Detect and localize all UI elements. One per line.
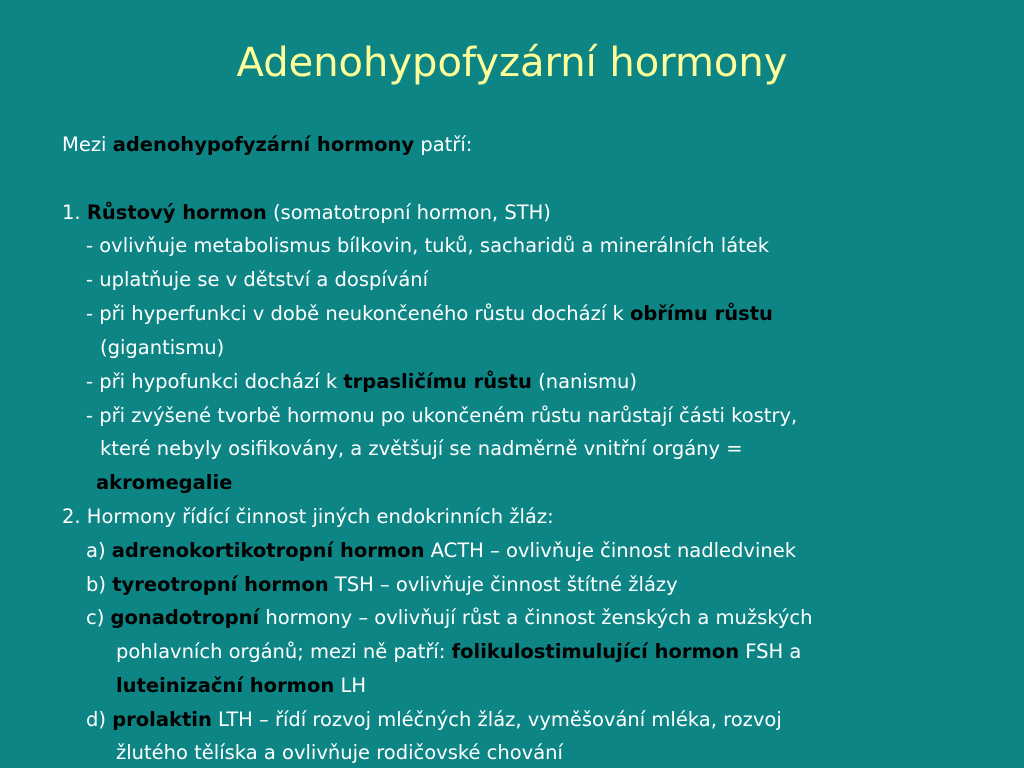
item2-c3-text: LH	[334, 674, 367, 697]
item2-d-prefix: d)	[86, 708, 113, 731]
item2-c2-text: pohlavních orgánů; mezi ně patří:	[116, 640, 452, 663]
item2-heading: 2. Hormony řídící činnost jiných endokrinních žláz:	[62, 505, 554, 528]
item1-bold: Růstový hormon	[86, 201, 267, 224]
item2-c	[86, 606, 813, 630]
item2-c3-bold: luteinizační hormon	[116, 674, 335, 697]
item2-c-cont2	[116, 674, 366, 698]
item2-d-bold: prolaktin	[112, 708, 212, 731]
item2-a-bold: adrenokortikotropní hormon	[111, 539, 425, 562]
item2-d-text: LTH – řídí rozvoj mléčných žláz, vyměšování mléka, rozvoj	[211, 708, 782, 731]
item1-line2: - uplatňuje se v dětství a dospívání	[86, 268, 429, 291]
item1-line4-end: (nanismu)	[531, 370, 637, 393]
intro-text: Mezi	[62, 133, 113, 156]
item1-line4	[86, 370, 637, 394]
item1-line1: - ovlivňuje metabolismus bílkovin, tuků, sacharidů a minerálních látek	[86, 234, 770, 257]
item2-b	[86, 573, 678, 597]
item1-text: (somatotropní hormon, STH)	[266, 201, 551, 224]
item1-line5-cont: které nebyly osifikovány, a zvětšují se nadměrně vnitřní orgány =	[100, 437, 743, 460]
intro-bold: adenohypofyzární hormony	[112, 133, 415, 156]
slide-title: Adenohypofyzární hormony	[236, 40, 788, 86]
item2-d-cont: žlutého tělíska a ovlivňuje rodičovské chování	[116, 741, 563, 764]
item1-heading	[62, 201, 551, 225]
item1-number: 1.	[62, 201, 87, 224]
item2-a-prefix: a)	[86, 539, 112, 562]
item2-b-text: TSH – ovlivňuje činnost štítné žlázy	[328, 573, 678, 596]
item2-a	[86, 539, 796, 563]
item2-c-prefix: c)	[86, 606, 111, 629]
item2-c2-bold: folikulostimulující hormon	[451, 640, 740, 663]
item2-a-text: ACTH – ovlivňuje činnost nadledvinek	[424, 539, 797, 562]
intro-text-end: patří:	[414, 133, 473, 156]
item1-line3-cont: (gigantismu)	[100, 336, 225, 359]
intro-line	[62, 133, 472, 157]
item1-line3-text: - při hyperfunkci v době neukončeného růstu dochází k	[86, 302, 630, 325]
item2-c-cont1	[116, 640, 801, 664]
item1-line5: - při zvýšené tvorbě hormonu po ukončeném růstu narůstají části kostry,	[86, 404, 798, 427]
item2-b-prefix: b)	[86, 573, 113, 596]
item2-c-text: hormony – ovlivňují růst a činnost ženských a mužských	[259, 606, 813, 629]
item1-line4-text: - při hypofunkci dochází k	[86, 370, 344, 393]
item1-line4-bold: trpasličímu růstu	[343, 370, 532, 393]
item1-line5-bold: akromegalie	[96, 471, 233, 494]
item1-line3	[86, 302, 773, 326]
item2-b-bold: tyreotropní hormon	[112, 573, 329, 596]
item2-c2-end: FSH a	[739, 640, 802, 663]
item2-d	[86, 708, 782, 732]
item1-line3-bold: obřímu růstu	[629, 302, 773, 325]
item2-c-bold: gonadotropní	[110, 606, 260, 629]
